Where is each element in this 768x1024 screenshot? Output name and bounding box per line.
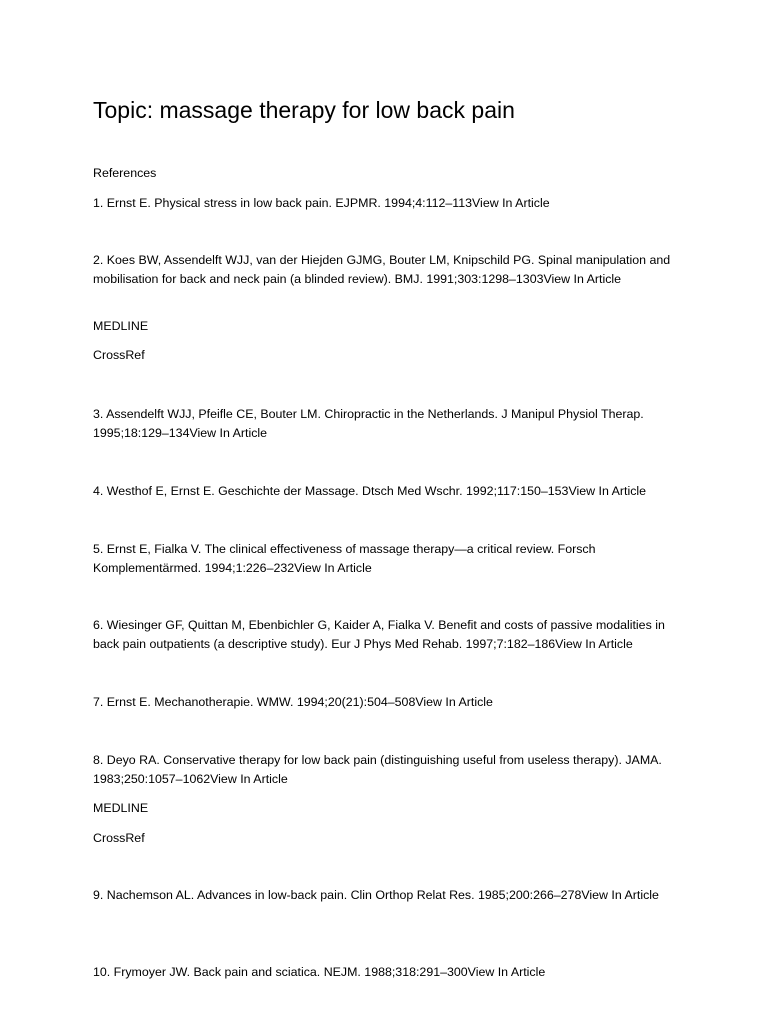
reference-8-crossref-link[interactable]: CrossRef (93, 831, 145, 845)
document-title: Topic: massage therapy for low back pain (93, 97, 515, 123)
references-heading: References (93, 166, 157, 180)
reference-item-8: 8. Deyo RA. Conservative therapy for low back pain (distinguishing useful from useless therapy). JAMA. 1983;250:1057–1062View In Article (93, 753, 662, 787)
reference-item-7: 7. Ernst E. Mechanotherapie. WMW. 1994;20(21):504–508View In Article (93, 695, 493, 709)
reference-8-medline-link[interactable]: MEDLINE (93, 801, 149, 815)
reference-item-3: 3. Assendelft WJJ, Pfeifle CE, Bouter LM. Chiropractic in the Netherlands. J Manipul Physiol Therap. 1995;18:129–134View In Article (93, 407, 644, 441)
reference-item-4: 4. Westhof E, Ernst E. Geschichte der Massage. Dtsch Med Wschr. 1992;117:150–153View In Article (93, 484, 647, 498)
reference-item-2: 2. Koes BW, Assendelft WJJ, van der Hiejden GJMG, Bouter LM, Knipschild PG. Spinal manipulation and mobilisation for back and neck pain (a blinded review). BMJ. 1991;303:1298–1303View In Article (93, 253, 671, 287)
reference-item-6: 6. Wiesinger GF, Quittan M, Ebenbichler G, Kaider A, Fialka V. Benefit and costs of passive modalities in back pain outpatients (a descriptive study). Eur J Phys Med Rehab. 1997;7:182–186View In Article (93, 618, 665, 652)
reference-item-5: 5. Ernst E, Fialka V. The clinical effectiveness of massage therapy—a critical review. Forsch Komplementärmed. 1994;1:226–232View In Article (93, 542, 596, 576)
reference-item-9: 9. Nachemson AL. Advances in low-back pain. Clin Orthop Relat Res. 1985;200:266–278View In Article (93, 888, 659, 902)
reference-item-1: 1. Ernst E. Physical stress in low back pain. EJPMR. 1994;4:112–113View In Article (93, 196, 550, 210)
reference-2-medline-link[interactable]: MEDLINE (93, 319, 149, 333)
reference-item-10: 10. Frymoyer JW. Back pain and sciatica. NEJM. 1988;318:291–300View In Article (93, 965, 546, 979)
reference-2-crossref-link[interactable]: CrossRef (93, 348, 145, 362)
